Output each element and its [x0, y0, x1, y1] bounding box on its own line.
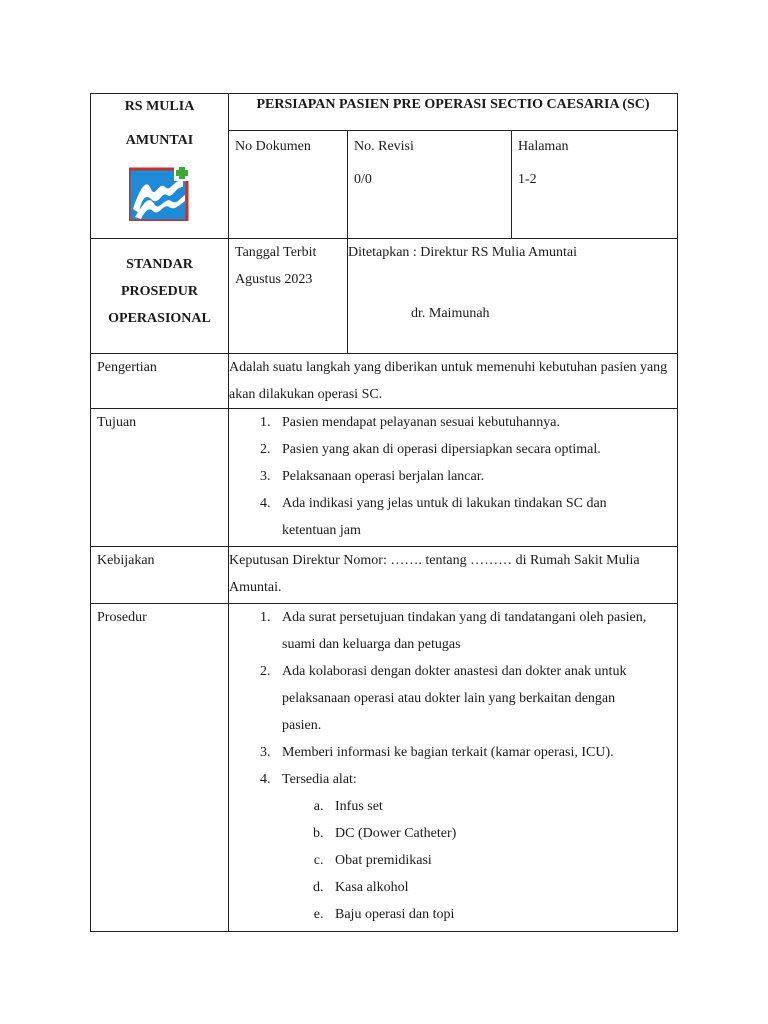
hospital-name-line1: RS MULIA	[124, 99, 195, 114]
list-item: c. Obat premidikasi	[327, 847, 677, 874]
tujuan-content	[229, 409, 678, 547]
list-item: 4. Ada indikasi yang jelas untuk di lakukan tindakan SC dan ketentuan jam	[274, 490, 677, 544]
pengertian-label: Pengertian	[91, 354, 229, 409]
signer-name: dr. Maimunah	[411, 306, 490, 321]
tanggal-terbit-label: Tanggal Terbit	[235, 245, 317, 260]
list-item: 3. Memberi informasi ke bagian terkait (kamar operasi, ICU).	[274, 739, 677, 766]
prosedur-content	[229, 604, 678, 932]
pengertian-row	[91, 354, 678, 409]
list-item: b. DC (Dower Catheter)	[327, 820, 677, 847]
halaman-label: Halaman	[518, 139, 569, 154]
pengertian-text: Adalah suatu langkah yang diberikan untuk memenuhi kebutuhan pasien yang akan dilakukan operasi SC.	[229, 354, 678, 409]
no-revisi-value: 0/0	[354, 172, 372, 187]
list-item: 2. Ada kolaborasi dengan dokter anastesi dan dokter anak untuk pelaksanaan operasi atau dokter lain yang berkaitan dengan pasien.	[274, 658, 677, 739]
list-item: d. Kasa alkohol	[327, 874, 677, 901]
prosedur-row	[91, 604, 678, 932]
ditetapkan-text: Ditetapkan : Direktur RS Mulia Amuntai	[348, 245, 578, 260]
spo-line3: OPERASIONAL	[108, 311, 211, 326]
list-item: e. Baju operasi dan topi	[327, 901, 677, 928]
list-item: 2. Pasien yang akan di operasi dipersiapkan secara optimal.	[274, 436, 677, 463]
tanggal-terbit-cell	[229, 239, 348, 354]
list-item: 3. Pelaksanaan operasi berjalan lancar.	[274, 463, 677, 490]
tanggal-terbit-value: Agustus 2023	[235, 272, 313, 287]
ditetapkan-cell	[348, 239, 678, 354]
prosedur-label: Prosedur	[91, 604, 229, 932]
kebijakan-row	[91, 547, 678, 604]
hospital-logo-icon	[129, 165, 191, 221]
tujuan-row	[91, 409, 678, 547]
hospital-name-line2: AMUNTAI	[125, 133, 194, 148]
tujuan-list	[229, 409, 677, 544]
halaman-cell	[512, 131, 678, 239]
no-revisi-cell	[348, 131, 512, 239]
list-item	[274, 766, 677, 928]
sop-document	[90, 93, 677, 932]
no-dokumen-cell	[229, 131, 348, 239]
kebijakan-text: Keputusan Direktur Nomor: ……. tentang ……… di Rumah Sakit Mulia Amuntai.	[229, 547, 678, 604]
list-item: 1. Ada surat persetujuan tindakan yang di tandatangani oleh pasien, suami dan keluarga dan petugas	[274, 604, 677, 658]
document-title: PERSIAPAN PASIEN PRE OPERASI SECTIO CAESARIA (SC)	[229, 94, 678, 131]
sop-table	[90, 93, 678, 932]
tersedia-alat-label: Tersedia alat:	[282, 772, 357, 787]
spo-line2: PROSEDUR	[120, 284, 198, 299]
list-item: 1. Pasien mendapat pelayanan sesuai kebutuhannya.	[274, 409, 677, 436]
spo-cell	[91, 239, 229, 354]
no-dokumen-label: No Dokumen	[235, 139, 311, 154]
no-revisi-label: No. Revisi	[354, 139, 414, 154]
kebijakan-label: Kebijakan	[91, 547, 229, 604]
spo-line1: STANDAR	[126, 257, 193, 272]
prosedur-list	[229, 604, 677, 928]
halaman-value: 1-2	[518, 172, 537, 187]
alat-list	[282, 793, 677, 928]
hospital-cell	[91, 94, 229, 239]
tujuan-label: Tujuan	[91, 409, 229, 547]
list-item: a. Infus set	[327, 793, 677, 820]
